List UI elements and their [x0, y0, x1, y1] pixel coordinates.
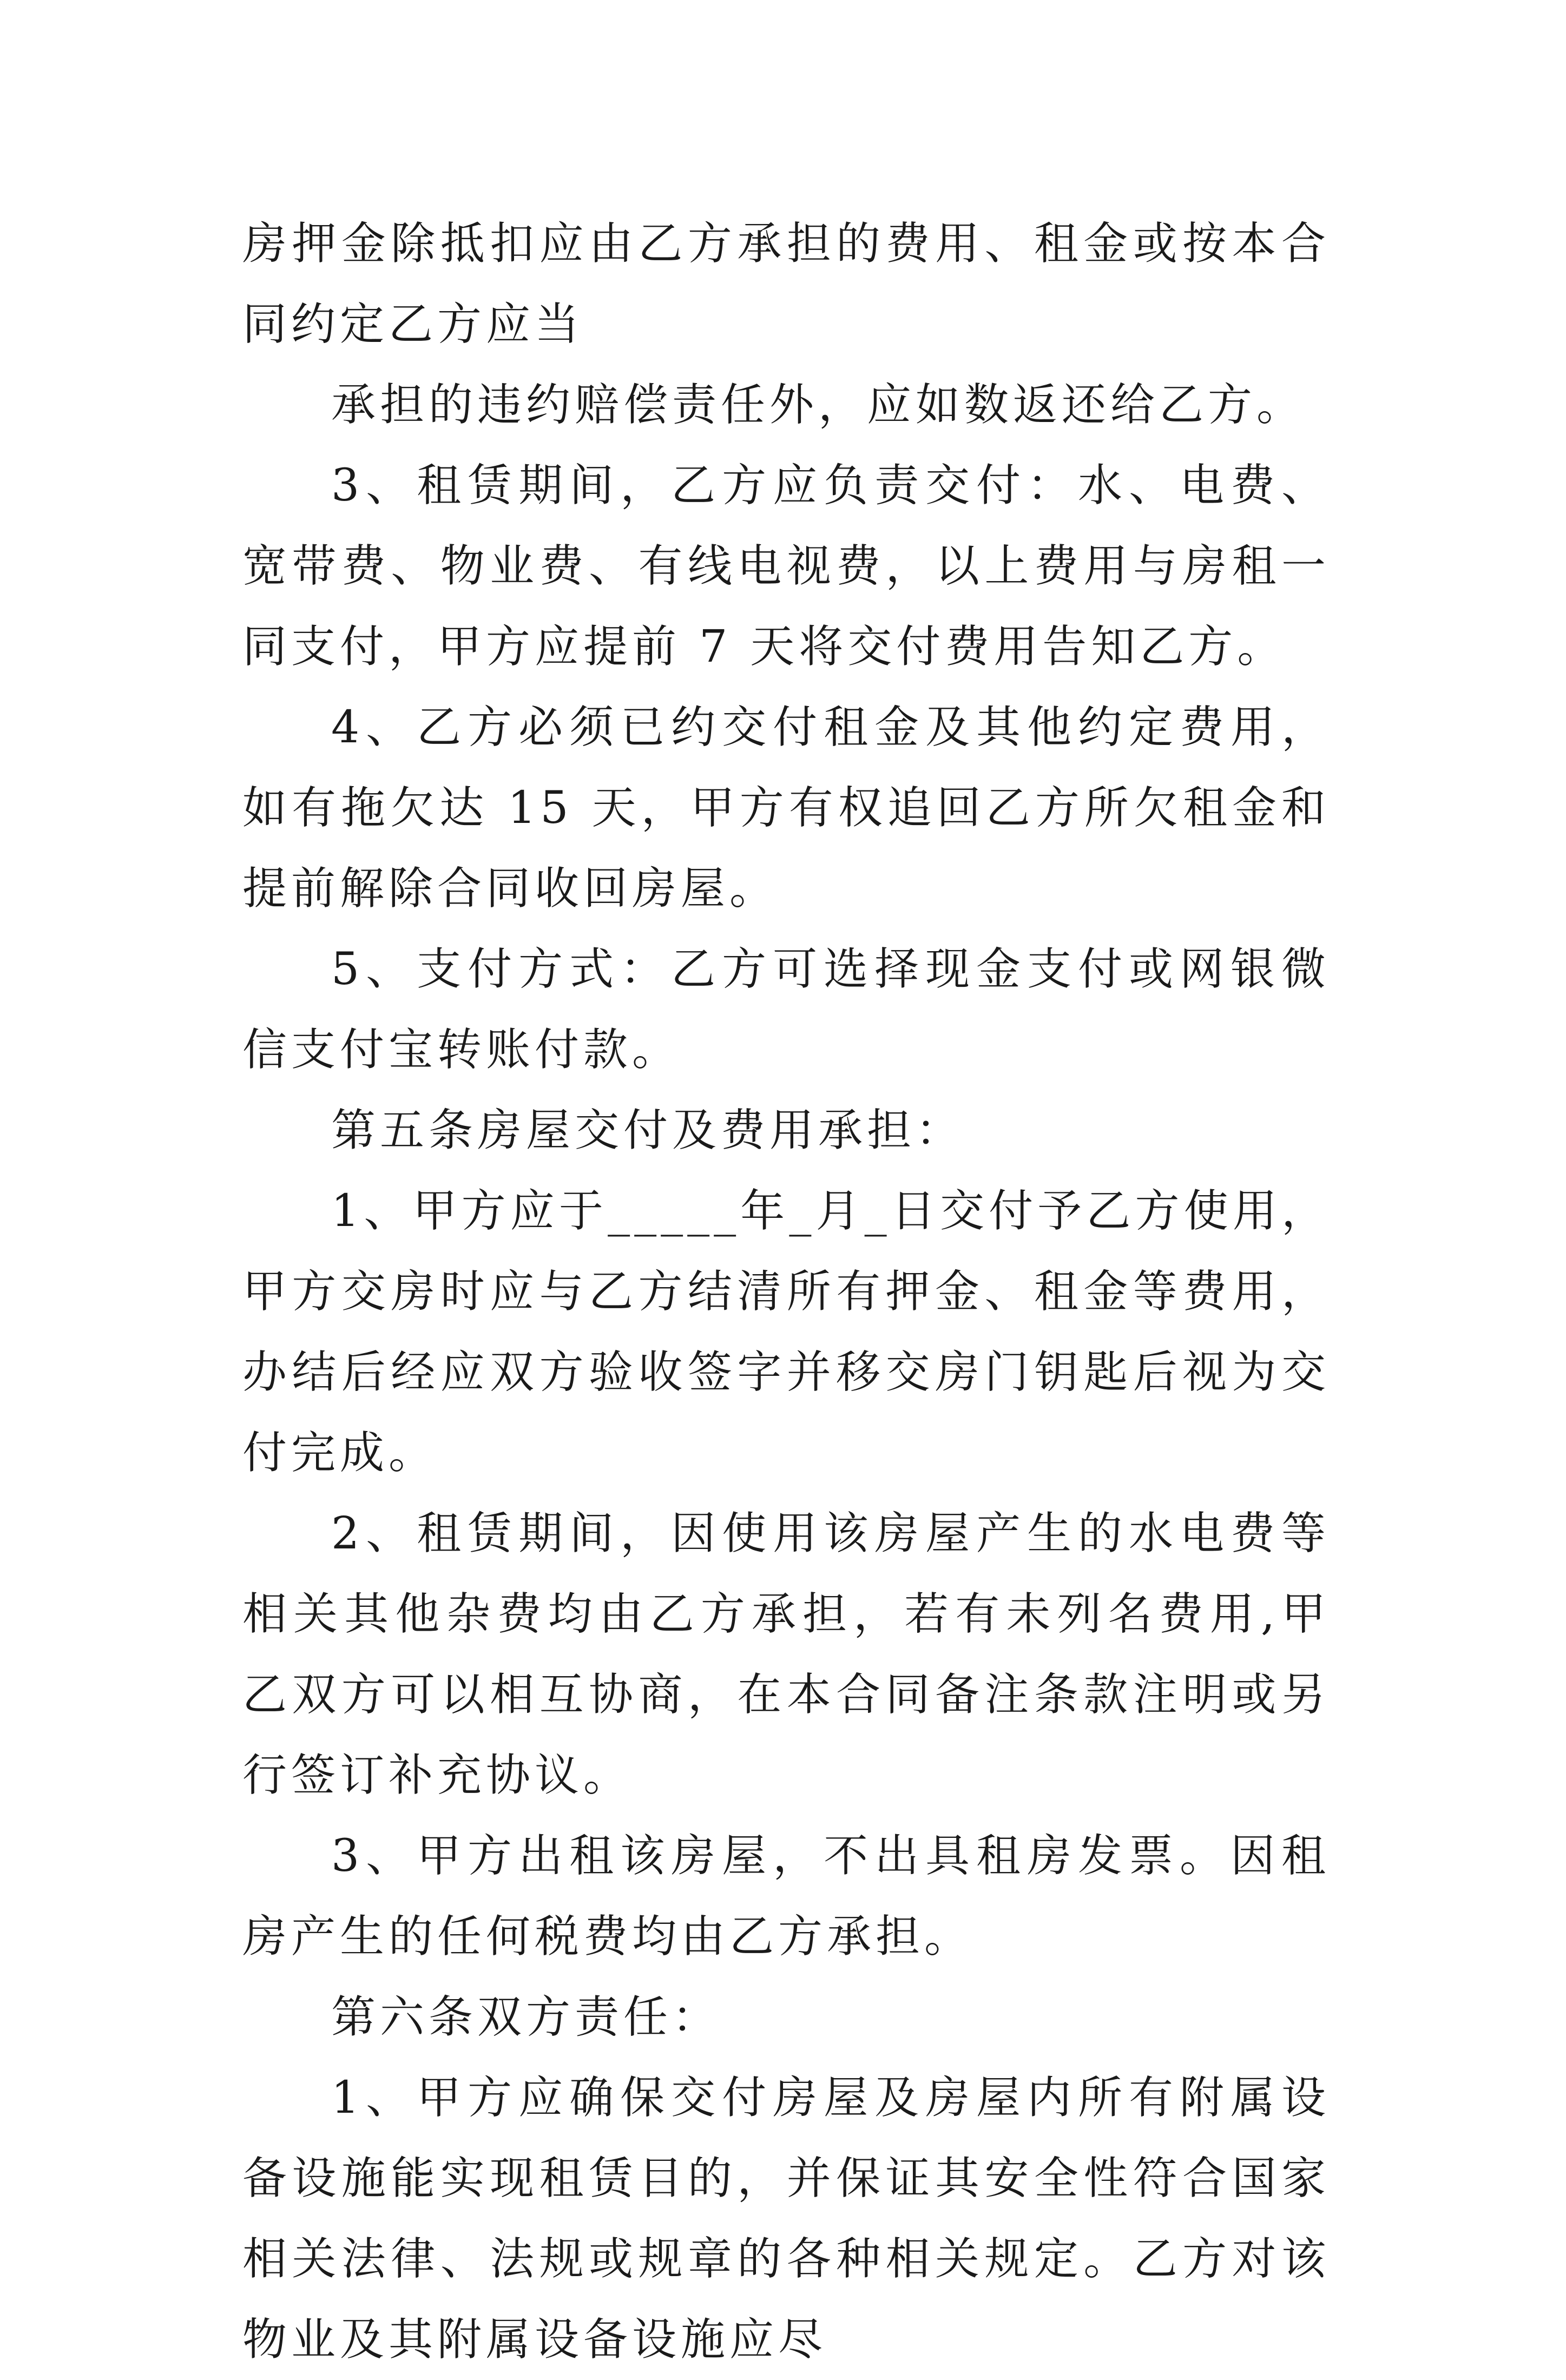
paragraph-clause-3: 3、租赁期间，乙方应负责交付：水、电费、宽带费、物业费、有线电视费，以上费用与房租一同支付，甲方应提前 7 天将交付费用告知乙方。 [242, 460, 1330, 673]
paragraph-article-5-clause-2: 2、租赁期间，因使用该房屋产生的水电费等相关其他杂费均由乙方承担，若有未列名费用,甲乙双方可以相互协商，在本合同备注条款注明或另行签订补充协议。 [242, 1508, 1330, 1801]
article-5-heading: 第五条房屋交付及费用承担： [331, 1105, 965, 1156]
article-6-heading: 第六条双方责任： [331, 1992, 721, 2043]
paragraph-liability: 承担的违约赔偿责任外，应如数返还给乙方。 [331, 379, 1306, 431]
paragraph-article-6-clause-1: 1、甲方应确保交付房屋及房屋内所有附属设备设施能实现租赁目的，并保证其安全性符合国家相关法律、法规或规章的各种相关规定。乙方对该物业及其附属设备设施应尽 [242, 2072, 1330, 2365]
paragraph-article-5-clause-3: 3、甲方出租该房屋，不出具租房发票。因租房产生的任何税费均由乙方承担。 [242, 1830, 1330, 1962]
paragraph-clause-5: 5、支付方式：乙方可选择现金支付或网银微信支付宝转账付款。 [242, 944, 1330, 1076]
paragraph-continuation: 房押金除抵扣应由乙方承担的费用、租金或按本合同约定乙方应当 [242, 218, 1330, 350]
paragraph-clause-4: 4、乙方必须已约交付租金及其他约定费用，如有拖欠达 15 天，甲方有权追回乙方所欠租金和提前解除合同收回房屋。 [242, 702, 1330, 914]
paragraph-article-5-clause-1: 1、甲方应于_____年_月_日交付予乙方使用，甲方交房时应与乙方结清所有押金、租金等费用，办结后经应双方验收签字并移交房门钥匙后视为交付完成。 [242, 1185, 1330, 1479]
document-body [242, 203, 1330, 2380]
